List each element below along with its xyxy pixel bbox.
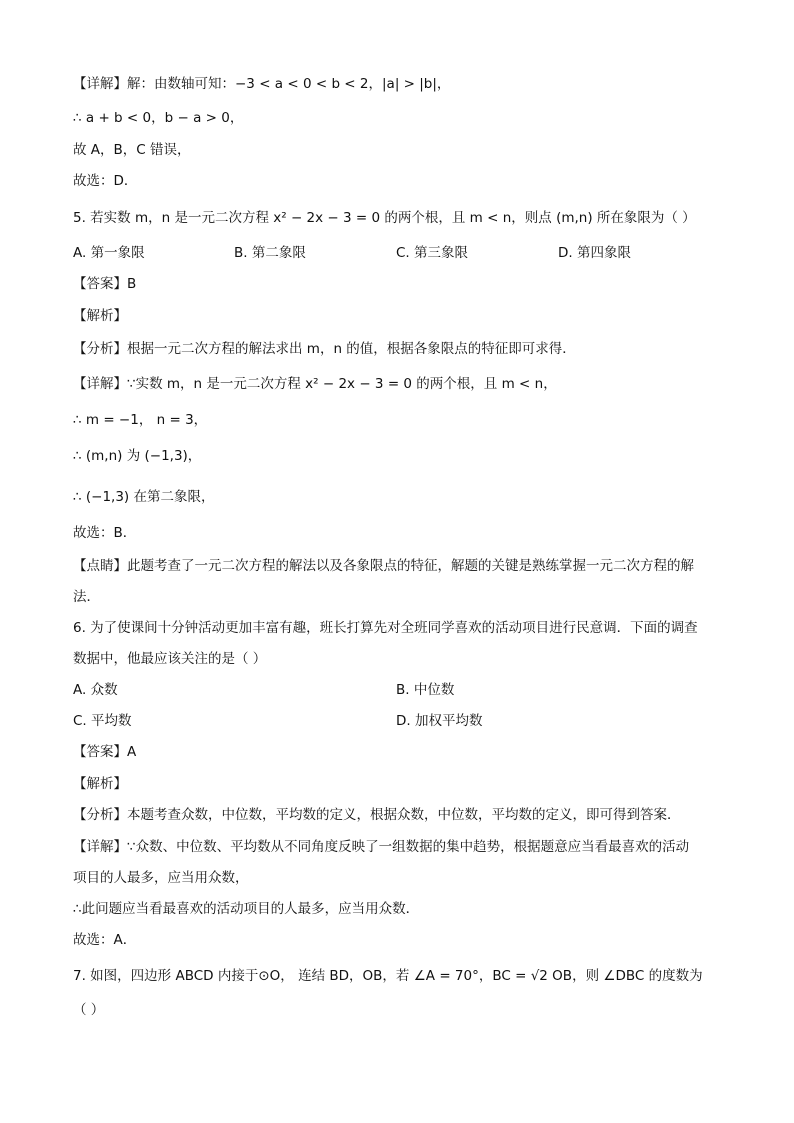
- q5-option-d: D. 第四象限: [558, 245, 631, 261]
- solution-detail-line: 【详解】解：由数轴可知：−3 < a < 0 < b < 2，|a| > |b|，: [73, 76, 451, 92]
- question-7: 7. 如图，四边形 ABCD 内接于⊙O， 连结 BD，OB，若 ∠A = 70°，BC = √2 OB，则 ∠DBC 的度数为: [73, 968, 703, 984]
- question-6: 6. 为了使课间十分钟活动更加丰富有趣，班长打算先对全班同学喜欢的活动项目进行民意调．下面的调查: [73, 620, 698, 636]
- solution-step: ∴ a + b < 0，b − a > 0，: [73, 110, 244, 126]
- detail-6-conclusion: ∴此问题应当看最喜欢的活动项目的人最多，应当用众数．: [73, 901, 420, 917]
- analysis-6: 【分析】本题考查众数，中位数，平均数的定义，根据众数，中位数，平均数的定义，即可得到答案．: [73, 807, 681, 823]
- solution-step: ∴ m = −1， n = 3，: [73, 412, 208, 428]
- analysis-5: 【分析】根据一元二次方程的解法求出 m，n 的值，根据各象限点的特征即可求得．: [73, 341, 576, 357]
- q6-option-c: C. 平均数: [73, 713, 132, 729]
- question-5: 5. 若实数 m，n 是一元二次方程 x² − 2x − 3 = 0 的两个根，且 m < n，则点 (m,n) 所在象限为（ ）: [73, 210, 696, 226]
- analysis-heading-6: 【解析】: [73, 776, 127, 792]
- question-6-cont: 数据中，他最应该关注的是（ ）: [73, 651, 267, 667]
- question-7-cont: （ ）: [73, 1002, 105, 1018]
- answer-6: 【答案】A: [73, 744, 137, 760]
- q5-option-c: C. 第三象限: [396, 245, 469, 261]
- q5-option-a: A. 第一象限: [73, 245, 145, 261]
- detail-6-cont: 项目的人最多，应当用众数，: [73, 870, 249, 886]
- q6-option-d: D. 加权平均数: [396, 713, 483, 729]
- solution-choice: 故选：A．: [73, 932, 137, 948]
- comment-5-cont: 法．: [73, 589, 100, 605]
- analysis-heading-5: 【解析】: [73, 308, 127, 324]
- q6-option-a: A. 众数: [73, 682, 118, 698]
- q6-option-b: B. 中位数: [396, 682, 455, 698]
- detail-5: 【详解】∵实数 m，n 是一元二次方程 x² − 2x − 3 = 0 的两个根，且 m < n，: [73, 376, 557, 392]
- q5-option-b: B. 第二象限: [234, 245, 306, 261]
- detail-6: 【详解】∵众数、中位数、平均数从不同角度反映了一组数据的集中趋势，根据题意应当看最喜欢的活动: [73, 839, 690, 855]
- solution-step: ∴ (m,n) 为 (−1,3)，: [73, 448, 202, 464]
- answer-5: 【答案】B: [73, 276, 137, 292]
- solution-choice: 故选：B．: [73, 525, 137, 541]
- solution-step: 故 A，B，C 错误，: [73, 142, 191, 158]
- solution-choice: 故选：D．: [73, 173, 138, 189]
- solution-step: ∴ (−1,3) 在第二象限，: [73, 489, 215, 505]
- comment-5: 【点睛】此题考查了一元二次方程的解法以及各象限点的特征，解题的关键是熟练掌握一元二次方程的解: [73, 558, 694, 574]
